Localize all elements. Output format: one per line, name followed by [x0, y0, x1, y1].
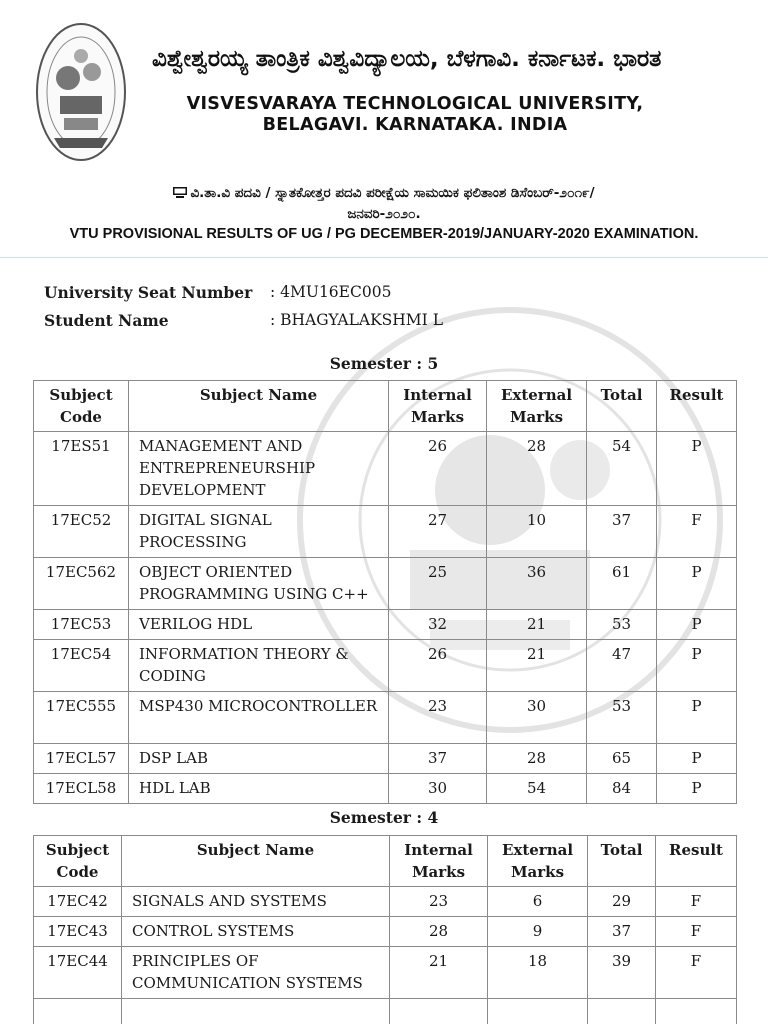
- subject-name: CONTROL SYSTEMS: [122, 917, 390, 947]
- table-row: [34, 640, 737, 692]
- external-marks: 9: [488, 917, 588, 947]
- col-subject-code: Subject Code: [34, 381, 129, 432]
- total-marks: 53: [587, 610, 657, 640]
- internal-marks: 21: [390, 947, 488, 999]
- total-marks: 39: [588, 947, 656, 999]
- result: F: [657, 506, 737, 558]
- internal-marks: 27: [389, 506, 487, 558]
- subtitle-kannada-line2: ಜನವರಿ-೨೦೨೦.: [347, 206, 421, 222]
- subject-code: 17ECL57: [34, 744, 129, 774]
- subject-name: DSP LAB: [129, 744, 389, 774]
- external-marks: 30: [487, 692, 587, 744]
- subject-name: SIGNALS AND SYSTEMS: [122, 887, 390, 917]
- total-marks: 61: [587, 558, 657, 610]
- internal-marks: 37: [389, 744, 487, 774]
- result: P: [657, 692, 737, 744]
- student-name-label: Student Name: [44, 311, 169, 330]
- subject-code: 17EC52: [34, 506, 129, 558]
- result: F: [656, 947, 737, 999]
- internal-marks: 23: [390, 887, 488, 917]
- result: F: [656, 917, 737, 947]
- university-title-english: [140, 94, 690, 136]
- subtitle-kannada-line1: ವಿ.ತಾ.ವಿ ಪದವಿ / ಸ್ನಾತಕೋತ್ತರ ಪದವಿ ಪರೀಕ್ಷೆಯ ಸಾಮಯಿಕ ಫಲಿತಾಂಶ ಡಿಸೆಂಬರ್-೨೦೧೯/: [190, 185, 595, 201]
- external-marks: 28: [487, 744, 587, 774]
- total-marks: 29: [588, 887, 656, 917]
- table-header-row: [34, 381, 737, 432]
- table-row: [34, 432, 737, 506]
- internal-marks: [390, 999, 488, 1024]
- subject-name: DIGITAL SIGNAL PROCESSING: [129, 506, 389, 558]
- subject-code: 17EC555: [34, 692, 129, 744]
- col-internal-marks: Internal Marks: [390, 836, 488, 887]
- col-result: Result: [656, 836, 737, 887]
- semester-4-title: Semester : 4: [329, 808, 439, 827]
- table-row: [34, 744, 737, 774]
- results-subtitle-english: VTU PROVISIONAL RESULTS OF UG / PG DECEMBER-2019/JANUARY-2020 EXAMINATION.: [69, 226, 699, 242]
- col-total: Total: [588, 836, 656, 887]
- table-header-row: [34, 836, 737, 887]
- table-row: [34, 947, 737, 999]
- total-marks: 37: [587, 506, 657, 558]
- internal-marks: 26: [389, 640, 487, 692]
- external-marks: 18: [488, 947, 588, 999]
- col-total: Total: [587, 381, 657, 432]
- semester-5-title: Semester : 5: [329, 354, 439, 373]
- subject-name: OBJECT ORIENTED PROGRAMMING USING C++: [129, 558, 389, 610]
- table-row: [34, 999, 737, 1024]
- subject-code: 17EC54: [34, 640, 129, 692]
- total-marks: [588, 999, 656, 1024]
- external-marks: [488, 999, 588, 1024]
- subject-name: [122, 999, 390, 1024]
- subject-name: HDL LAB: [129, 774, 389, 804]
- total-marks: 65: [587, 744, 657, 774]
- total-marks: 53: [587, 692, 657, 744]
- table-row: [34, 610, 737, 640]
- col-subject-name: Subject Name: [129, 381, 389, 432]
- subject-code: 17EC53: [34, 610, 129, 640]
- external-marks: 6: [488, 887, 588, 917]
- subject-name: INFORMATION THEORY & CODING: [129, 640, 389, 692]
- university-title-kannada: ವಿಶ್ವೇಶ್ವರಯ್ಯ ತಾಂತ್ರಿಕ ವಿಶ್ವವಿದ್ಯಾಲಯ, ಬೆಳಗಾವಿ. ಕರ್ನಾಟಕ. ಭಾರತ: [152, 46, 662, 72]
- external-marks: 28: [487, 432, 587, 506]
- internal-marks: 23: [389, 692, 487, 744]
- table-row: [34, 692, 737, 744]
- table-row: [34, 917, 737, 947]
- total-marks: 47: [587, 640, 657, 692]
- subject-code: 17EC43: [34, 917, 122, 947]
- result: P: [657, 744, 737, 774]
- subject-code: 17ES51: [34, 432, 129, 506]
- internal-marks: 32: [389, 610, 487, 640]
- subject-code: 17ECL58: [34, 774, 129, 804]
- result: P: [657, 774, 737, 804]
- result: P: [657, 558, 737, 610]
- total-marks: 37: [588, 917, 656, 947]
- external-marks: 10: [487, 506, 587, 558]
- results-subtitle-kannada: [60, 183, 708, 225]
- col-subject-code: Subject Code: [34, 836, 122, 887]
- subject-name: PRINCIPLES OF COMMUNICATION SYSTEMS: [122, 947, 390, 999]
- col-result: Result: [657, 381, 737, 432]
- computer-icon: [173, 187, 187, 198]
- university-title-line2: BELAGAVI. KARNATAKA. INDIA: [262, 115, 568, 135]
- result: P: [657, 610, 737, 640]
- table-row: [34, 558, 737, 610]
- internal-marks: 26: [389, 432, 487, 506]
- result: F: [656, 887, 737, 917]
- total-marks: 54: [587, 432, 657, 506]
- col-external-marks: External Marks: [487, 381, 587, 432]
- result: [656, 999, 737, 1024]
- result: P: [657, 432, 737, 506]
- table-row: [34, 887, 737, 917]
- subject-name: VERILOG HDL: [129, 610, 389, 640]
- internal-marks: 28: [390, 917, 488, 947]
- subject-code: 17EC42: [34, 887, 122, 917]
- university-title-line1: VISVESVARAYA TECHNOLOGICAL UNIVERSITY,: [186, 94, 644, 114]
- result: P: [657, 640, 737, 692]
- col-internal-marks: Internal Marks: [389, 381, 487, 432]
- subject-name: MSP430 MICROCONTROLLER: [129, 692, 389, 744]
- usn-value: : 4MU16EC005: [270, 283, 392, 301]
- subject-name: MANAGEMENT AND ENTREPRENEURSHIP DEVELOPMENT: [129, 432, 389, 506]
- semester-4-results-table: [33, 835, 737, 1024]
- table-row: [34, 506, 737, 558]
- university-logo-icon: [34, 20, 128, 164]
- total-marks: 84: [587, 774, 657, 804]
- table-row: [34, 774, 737, 804]
- external-marks: 54: [487, 774, 587, 804]
- subject-code: 17EC44: [34, 947, 122, 999]
- subject-code: 17EC562: [34, 558, 129, 610]
- subject-code: [34, 999, 122, 1024]
- usn-label: University Seat Number: [44, 283, 253, 302]
- semester-5-results-table: [33, 380, 737, 804]
- col-external-marks: External Marks: [488, 836, 588, 887]
- page-header: [0, 0, 768, 258]
- external-marks: 21: [487, 640, 587, 692]
- col-subject-name: Subject Name: [122, 836, 390, 887]
- internal-marks: 30: [389, 774, 487, 804]
- external-marks: 21: [487, 610, 587, 640]
- external-marks: 36: [487, 558, 587, 610]
- student-name-value: : BHAGYALAKSHMI L: [270, 311, 443, 329]
- internal-marks: 25: [389, 558, 487, 610]
